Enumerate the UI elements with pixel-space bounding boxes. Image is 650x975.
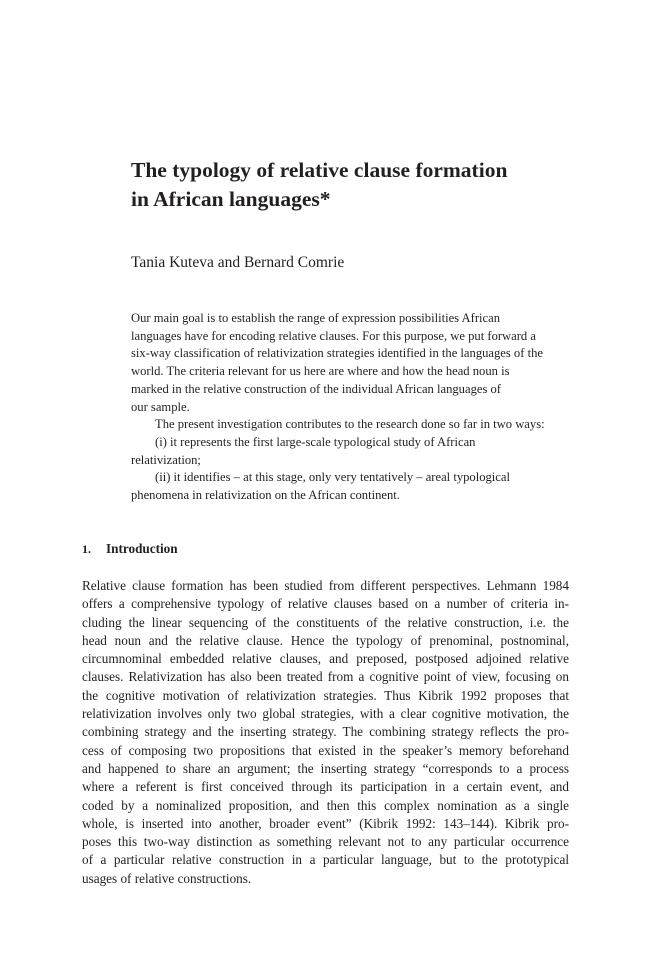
body-line: cess of composing two propositions that existed in the speaker’s memory beforehand <box>82 742 569 758</box>
body-line: clauses. Relativization has also been treated from a cognitive point of view, focusing on <box>82 669 569 685</box>
authors: Tania Kuteva and Bernard Comrie <box>131 254 345 271</box>
abstract-line: relativization; <box>131 452 201 467</box>
body-line: the cognitive motivation of relativization strategies. Thus Kibrik 1992 proposes that <box>82 687 569 703</box>
body-line: cluding the linear sequencing of the constituents of the relative construction, i.e. the <box>82 614 569 630</box>
abstract-line: Our main goal is to establish the range of expression possibilities African <box>131 311 500 325</box>
abstract-line: (ii) it identifies – at this stage, only very tentatively – areal typological <box>155 470 510 485</box>
abstract-line: (i) it represents the first large-scale typological study of African <box>155 434 476 449</box>
abstract-line: languages have for encoding relative clauses. For this purpose, we put forward a <box>131 328 536 343</box>
abstract-line: six-way classification of relativization strategies identified in the languages of the <box>131 346 543 361</box>
section-number: 1. <box>82 542 91 556</box>
section-title: Introduction <box>106 541 178 556</box>
section-heading <box>82 540 178 558</box>
abstract-line: The present investigation contributes to the research done so far in two ways: <box>155 417 545 432</box>
body-line: circumnominal embedded relative clauses, and preposed, postposed adjoined relative <box>82 651 569 667</box>
body-line: head noun and the relative clause. Hence the typology of prenominal, postnominal, <box>82 632 569 648</box>
title-line-1: The typology of relative clause formation <box>131 158 508 182</box>
body-line: relativization involves only two global strategies, with a clear cognitive motivation, the <box>82 706 569 722</box>
body-line: and happened to share an argument; the inserting strategy “corresponds to a process <box>82 760 569 776</box>
body-line: combining strategy and the inserting strategy. The combining strategy reflects the pro- <box>82 724 569 740</box>
abstract-line: marked in the relative construction of the individual African languages of <box>131 381 501 396</box>
body-line: of a particular relative construction in a particular language, but to the prototypical <box>82 852 569 868</box>
abstract <box>131 310 569 505</box>
body-line: where a referent is first conceived through its participation in a certain event, and <box>82 779 569 795</box>
body-paragraph <box>82 577 569 888</box>
body-line: offers a comprehensive typology of relative clauses based on a number of criteria in- <box>82 596 569 612</box>
body-line: coded by a nominalized proposition, and then this complex nomination as a single <box>82 797 569 813</box>
body-line: poses this two-way distinction as something relevant not to any particular occurrence <box>82 834 569 850</box>
paper-title <box>131 156 561 214</box>
body-line: usages of relative constructions. <box>82 870 252 886</box>
abstract-line: world. The criteria relevant for us here are where and how the head noun is <box>131 364 510 379</box>
title-line-2: in African languages* <box>131 187 331 211</box>
abstract-line: our sample. <box>131 399 190 414</box>
body-line: whole, is inserted into another, broader event” (Kibrik 1992: 143–144). Kibrik pro- <box>82 815 569 831</box>
abstract-line: phenomena in relativization on the African continent. <box>131 488 400 503</box>
body-line: Relative clause formation has been studied from different perspectives. Lehmann 1984 <box>82 578 569 593</box>
